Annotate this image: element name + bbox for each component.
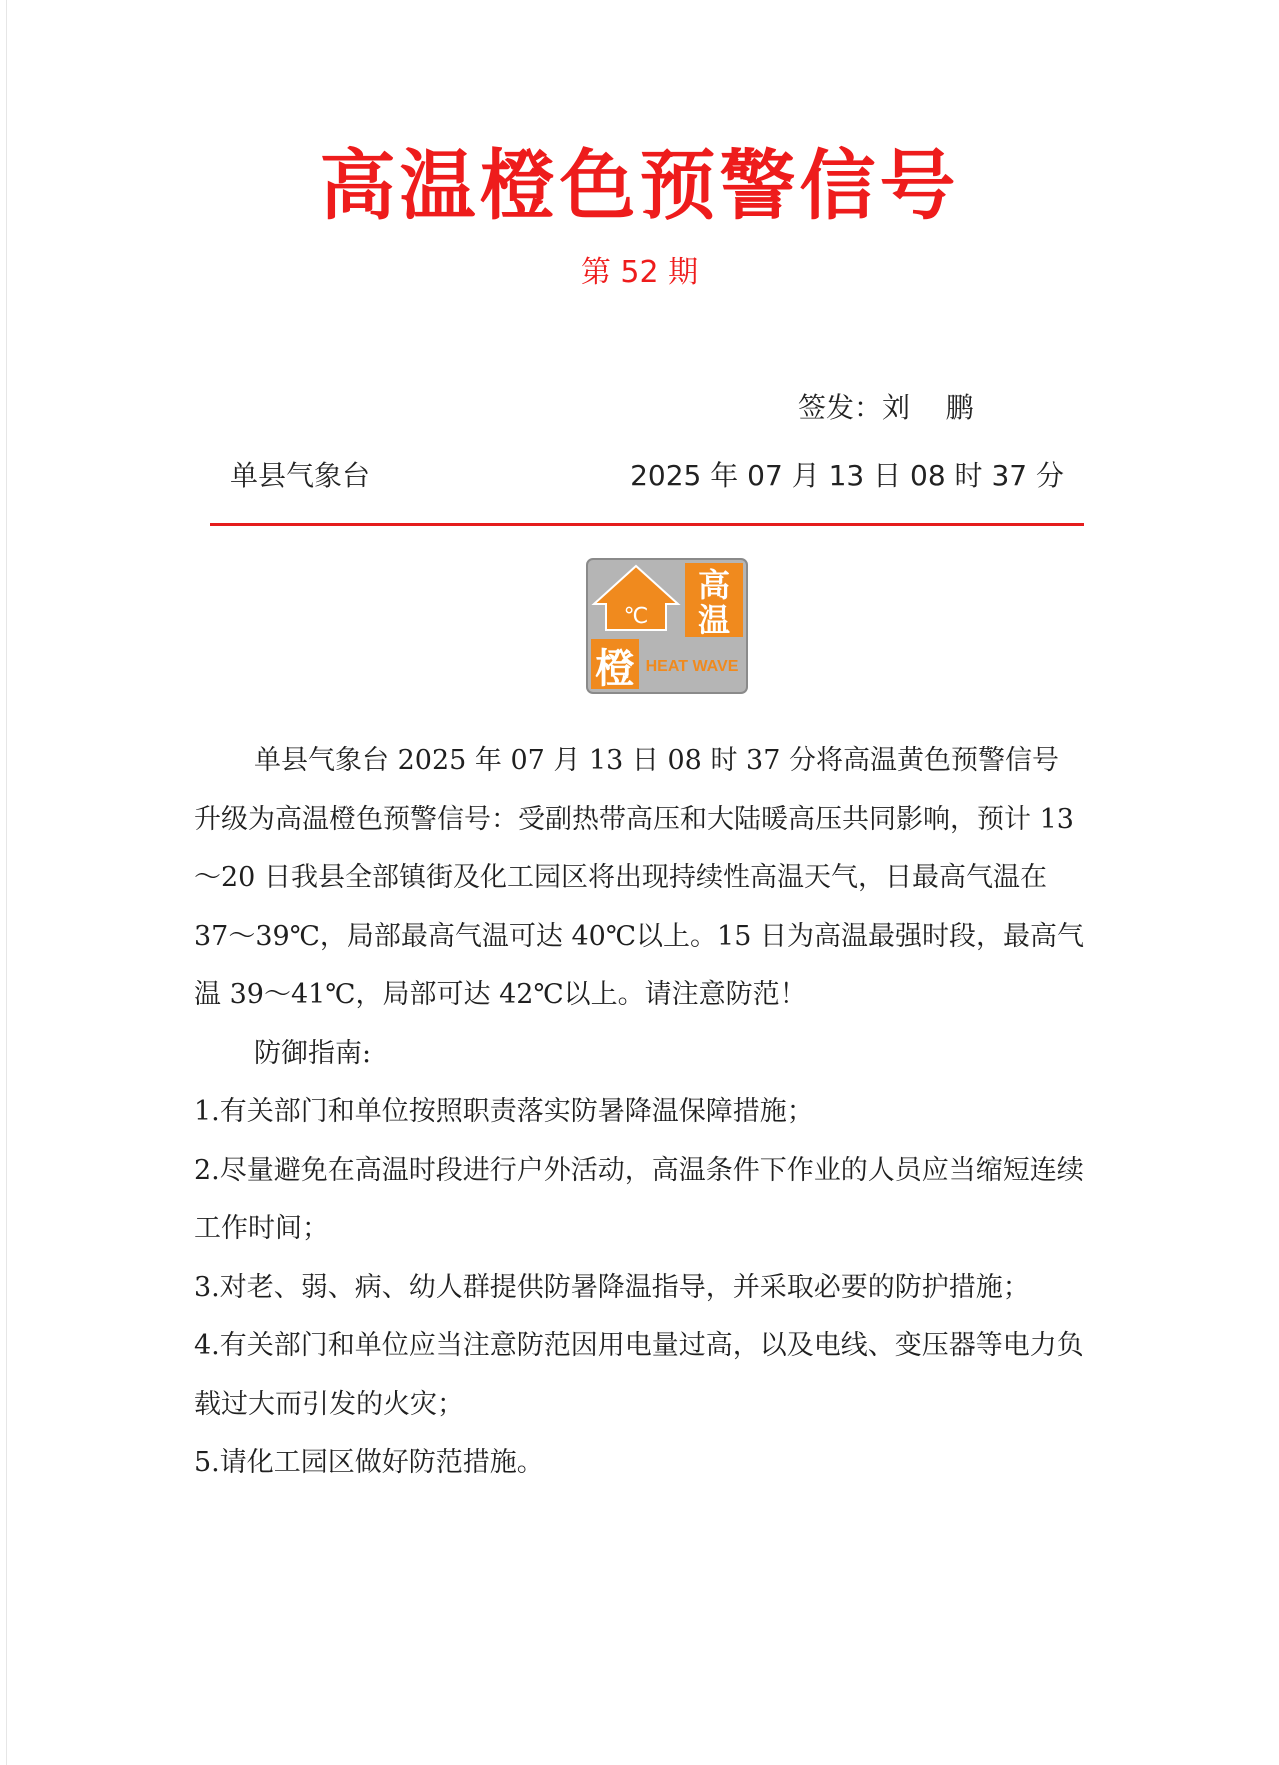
- guideline-item: 1.有关部门和单位按照职责落实防暑降温保障措施；: [194, 1096, 814, 1127]
- guide-heading: 防御指南:: [254, 1037, 372, 1069]
- heat-wave-orange-signal-icon: [586, 558, 748, 694]
- issue-number: 第 52 期: [580, 255, 699, 290]
- celsius-unit-text: ℃: [623, 604, 649, 629]
- issuing-station: 单县气象台: [230, 459, 371, 492]
- guideline-item: 4.有关部门和单位应当注意防范因用电量过高，以及电线、变压器等电力负载过大而引发的火灾；: [194, 1330, 1084, 1420]
- issue-datetime: 2025 年 07 月 13 日 08 时 37 分: [630, 459, 1064, 492]
- guideline-item: 5.请化工园区做好防范措施。: [194, 1447, 544, 1478]
- hazard-char-2: 温: [697, 601, 731, 639]
- document-title: 高温橙色预警信号: [319, 141, 960, 230]
- guideline-item: 2.尽量避免在高温时段进行户外活动，高温条件下作业的人员应当缩短连续工作时间；: [194, 1154, 1084, 1244]
- warning-body: [194, 732, 1084, 1493]
- heat-wave-label: HEAT WAVE: [645, 658, 739, 675]
- guideline-item: 3.对老、弱、病、幼人群提供防暑降温指导，并采取必要的防护措施；: [194, 1271, 1030, 1303]
- level-char: 橙: [595, 646, 635, 692]
- hazard-char-1: 高: [697, 566, 731, 604]
- warning-paragraph: 单县气象台 2025 年 07 月 13 日 08 时 37 分将高温黄色预警信号升级为高温橙色预警信号：受副热带高压和大陆暖高压共同影响，预计 13～20 日我县全部镇街及化工园区将出现持续性高温天气，日最高气温在 37～39℃，局部最高气温可达 40℃以上。15 日为高温最强时段，最高气温 39～41℃，局部可达 42℃以上。请注意防范！: [194, 745, 1084, 1010]
- signer-line: 签发：刘 鹏: [798, 391, 974, 424]
- red-divider: [210, 523, 1084, 526]
